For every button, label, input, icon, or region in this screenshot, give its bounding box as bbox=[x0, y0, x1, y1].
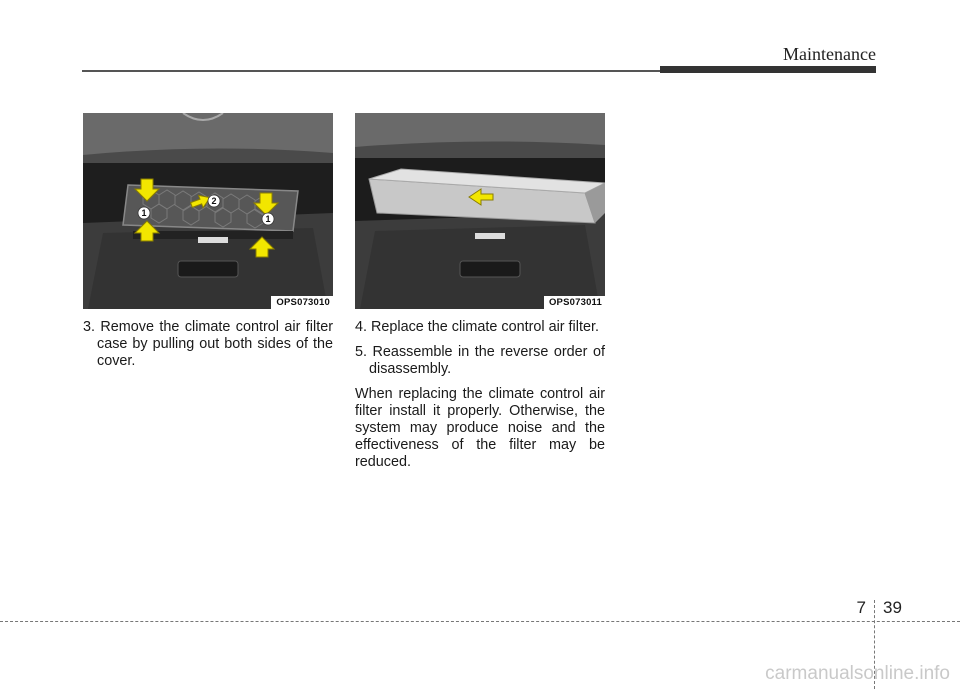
page-number: 39 bbox=[883, 598, 902, 617]
header-rule-accent bbox=[660, 66, 876, 73]
figure-remove-filter-cover bbox=[83, 113, 333, 309]
callout-2: 2 bbox=[211, 196, 217, 206]
header-rule bbox=[82, 70, 660, 72]
watermark: carmanualsonline.info bbox=[765, 663, 950, 684]
figure-replace-filter bbox=[355, 113, 605, 309]
section-title: Maintenance bbox=[783, 44, 876, 64]
step-5: 5. Reassemble in the reverse order of disassembly. bbox=[355, 344, 605, 377]
glovebox-cover-illustration bbox=[83, 113, 333, 309]
callout-1-left: 1 bbox=[141, 208, 147, 218]
figure-code: OPS073011 bbox=[544, 296, 605, 309]
step-3: 3. Remove the climate control air filter case by pulling out both sides of the cover. bbox=[83, 319, 333, 369]
left-text-column bbox=[83, 319, 333, 378]
figure-code: OPS073010 bbox=[271, 296, 333, 309]
note-paragraph: When replacing the climate control air filter install it properly. Otherwise, the system may produce noise and the effectiveness of the filter may be reduced. bbox=[355, 386, 605, 470]
footer-rule bbox=[0, 621, 960, 622]
step-4: 4. Replace the climate control air filter. bbox=[355, 319, 599, 335]
air-filter-illustration bbox=[355, 113, 605, 309]
right-text-column bbox=[355, 319, 605, 471]
callout-1-right: 1 bbox=[265, 214, 271, 224]
chapter-number: 7 bbox=[856, 598, 866, 617]
